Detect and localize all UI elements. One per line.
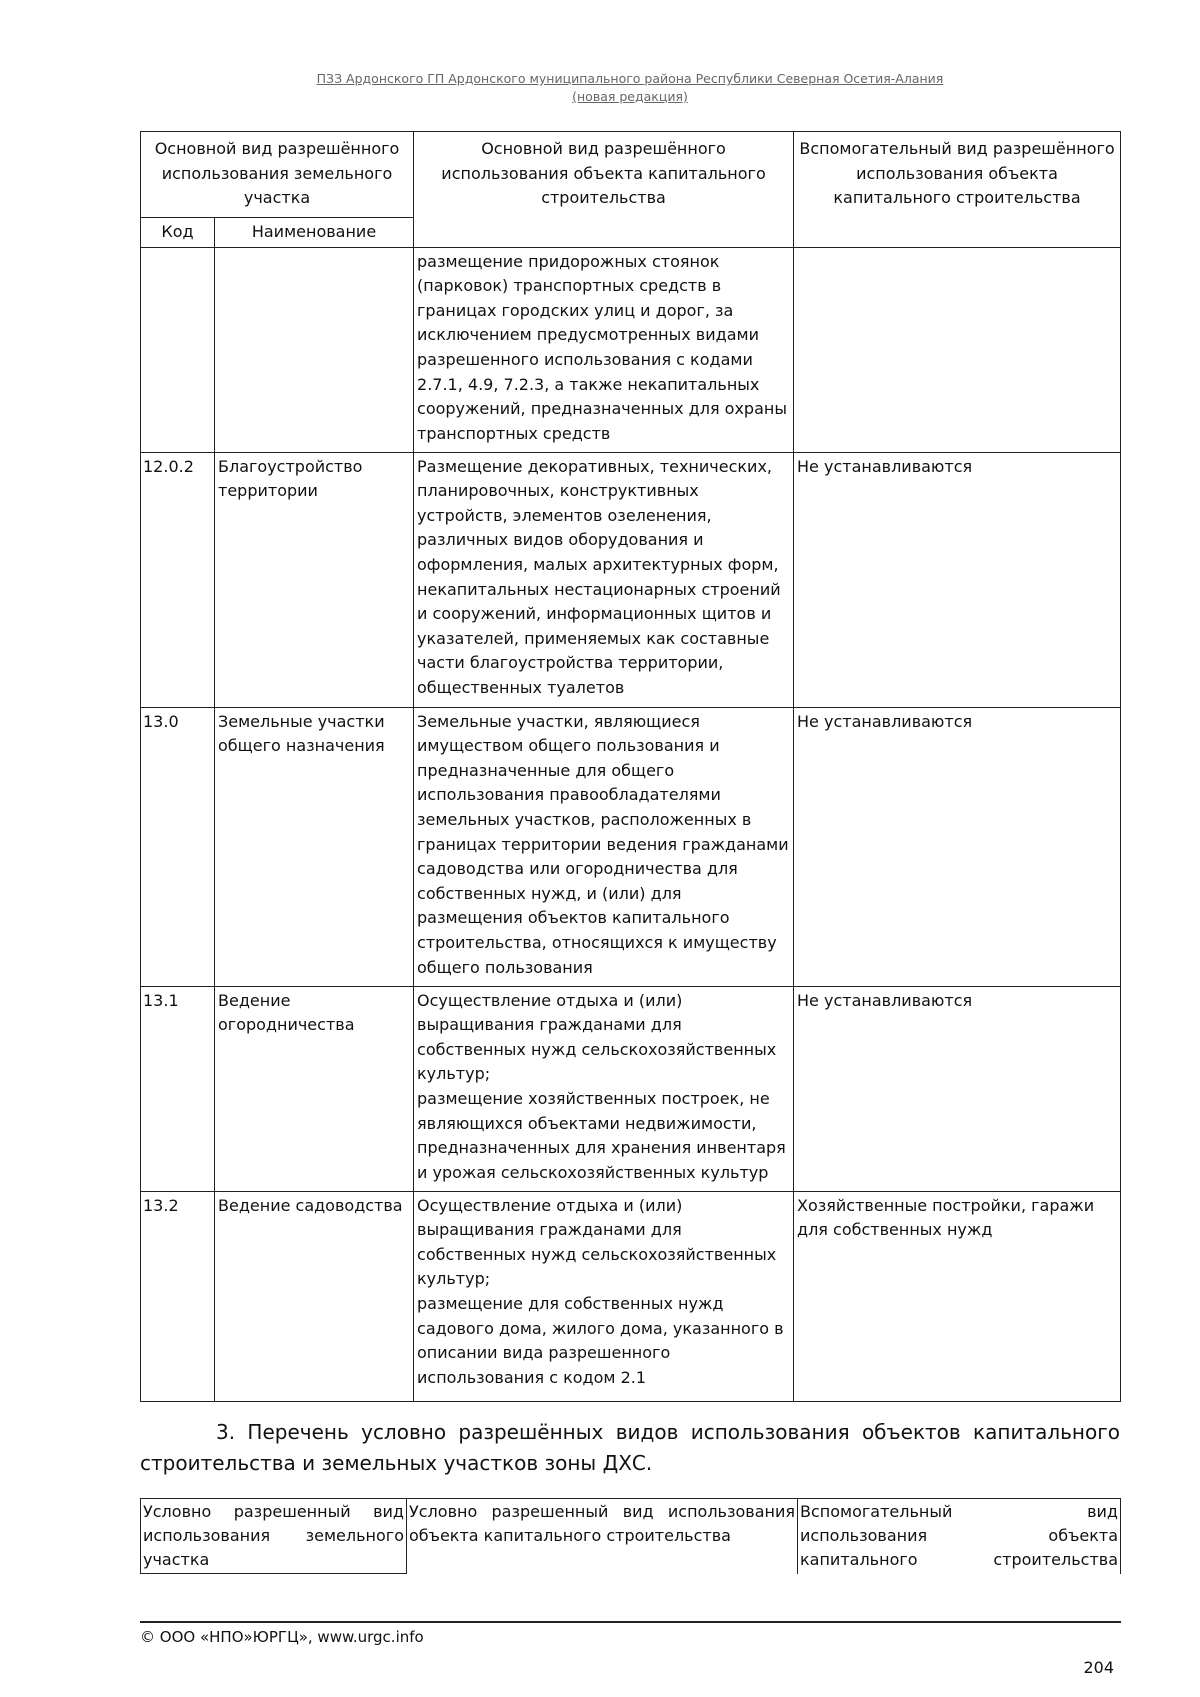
conditional-land-use-header: Условно разрешенный вид использования земельного участка (141, 1499, 407, 1574)
head-name: Наименование (215, 218, 414, 248)
cell-name: Ведение садоводства (215, 1191, 414, 1401)
cell-aux: Не устанавливаются (794, 707, 1121, 986)
table-row (141, 247, 1121, 452)
cell-name: Благоустройство территории (215, 452, 414, 707)
cell-code: 13.0 (141, 707, 215, 986)
cell-object: Осуществление отдыха и (или) выращивания гражданами для собственных нужд сельскохозяйственных культур; размещение хозяйственных построек, не являющихся объектами недвижимости, предназначенных для хранения инвентаря и урожая сельскохозяйственных культур (414, 986, 794, 1191)
table-row (141, 986, 1121, 1191)
cell-name: Ведение огородничества (215, 986, 414, 1191)
conditional-object-use-header: Условно разрешенный вид использования объекта капитального строительства (407, 1499, 798, 1574)
cell-object: размещение придорожных стоянок (парковок) транспортных средств в границах городских улиц и дорог, за исключением предусмотренных видами разрешенного использования с кодами 2.7.1, 4.9, 7.2.3, а также некапитальных сооружений, предназначенных для охраны транспортных средств (414, 247, 794, 452)
head-object-use: Основной вид разрешённого использования объекта капитального строительства (414, 132, 794, 248)
footer-divider (140, 1621, 1121, 1623)
cell-name (215, 247, 414, 452)
cell-object: Осуществление отдыха и (или) выращивания гражданами для собственных нужд сельскохозяйственных культур; размещение для собственных нужд садового дома, жилого дома, указанного в описании вида разрешенного использования с кодом 2.1 (414, 1191, 794, 1401)
land-use-table (140, 131, 1121, 1402)
cell-aux: Хозяйственные постройки, гаражи для собственных нужд (794, 1191, 1121, 1401)
cell-code: 12.0.2 (141, 452, 215, 707)
copyright: © ООО «НПО»ЮРГЦ», www.urgc.info (140, 1628, 424, 1646)
header-line-1: ПЗЗ Ардонского ГП Ардонского муниципального района Республики Северная Осетия-Алания (316, 71, 944, 86)
cell-object: Размещение декоративных, технических, планировочных, конструктивных устройств, элементов озеленения, различных видов оборудования и оформления, малых архитектурных форм, некапитальных нестационарных строений и сооружений, информационных щитов и указателей, применяемых как составные части благоустройства территории, общественных туалетов (414, 452, 794, 707)
cell-code (141, 247, 215, 452)
table-row (141, 707, 1121, 986)
running-header (140, 70, 1120, 106)
cell-code: 13.1 (141, 986, 215, 1191)
conditional-use-table (140, 1498, 1121, 1574)
cell-aux: Не устанавливаются (794, 452, 1121, 707)
header-line-2: (новая редакция) (572, 89, 688, 104)
head-land-use-group: Основной вид разрешённого использования земельного участка (141, 132, 414, 218)
section-3-heading: 3. Перечень условно разрешённых видов использования объектов капитального строительства и земельных участков зоны ДХС. (140, 1420, 1120, 1475)
auxiliary-use-header: Вспомогательный вид использования объекта капитального строительства (798, 1499, 1121, 1574)
table-row (141, 1191, 1121, 1401)
cell-object: Земельные участки, являющиеся имуществом общего пользования и предназначенные для общего использования правообладателями земельных участков, расположенных в границах территории ведения гражданами садоводства или огородничества для собственных нужд, и (или) для размещения объектов капитального строительства, относящихся к имуществу общего пользования (414, 707, 794, 986)
table-row (141, 452, 1121, 707)
cell-aux: Не устанавливаются (794, 986, 1121, 1191)
cell-code: 13.2 (141, 1191, 215, 1401)
head-auxiliary-use: Вспомогательный вид разрешённого использования объекта капитального строительства (794, 132, 1121, 248)
head-code: Код (141, 218, 215, 248)
cell-aux (794, 247, 1121, 452)
page-number: 204 (1083, 1658, 1114, 1677)
cell-name: Земельные участки общего назначения (215, 707, 414, 986)
table-body (141, 247, 1121, 1401)
